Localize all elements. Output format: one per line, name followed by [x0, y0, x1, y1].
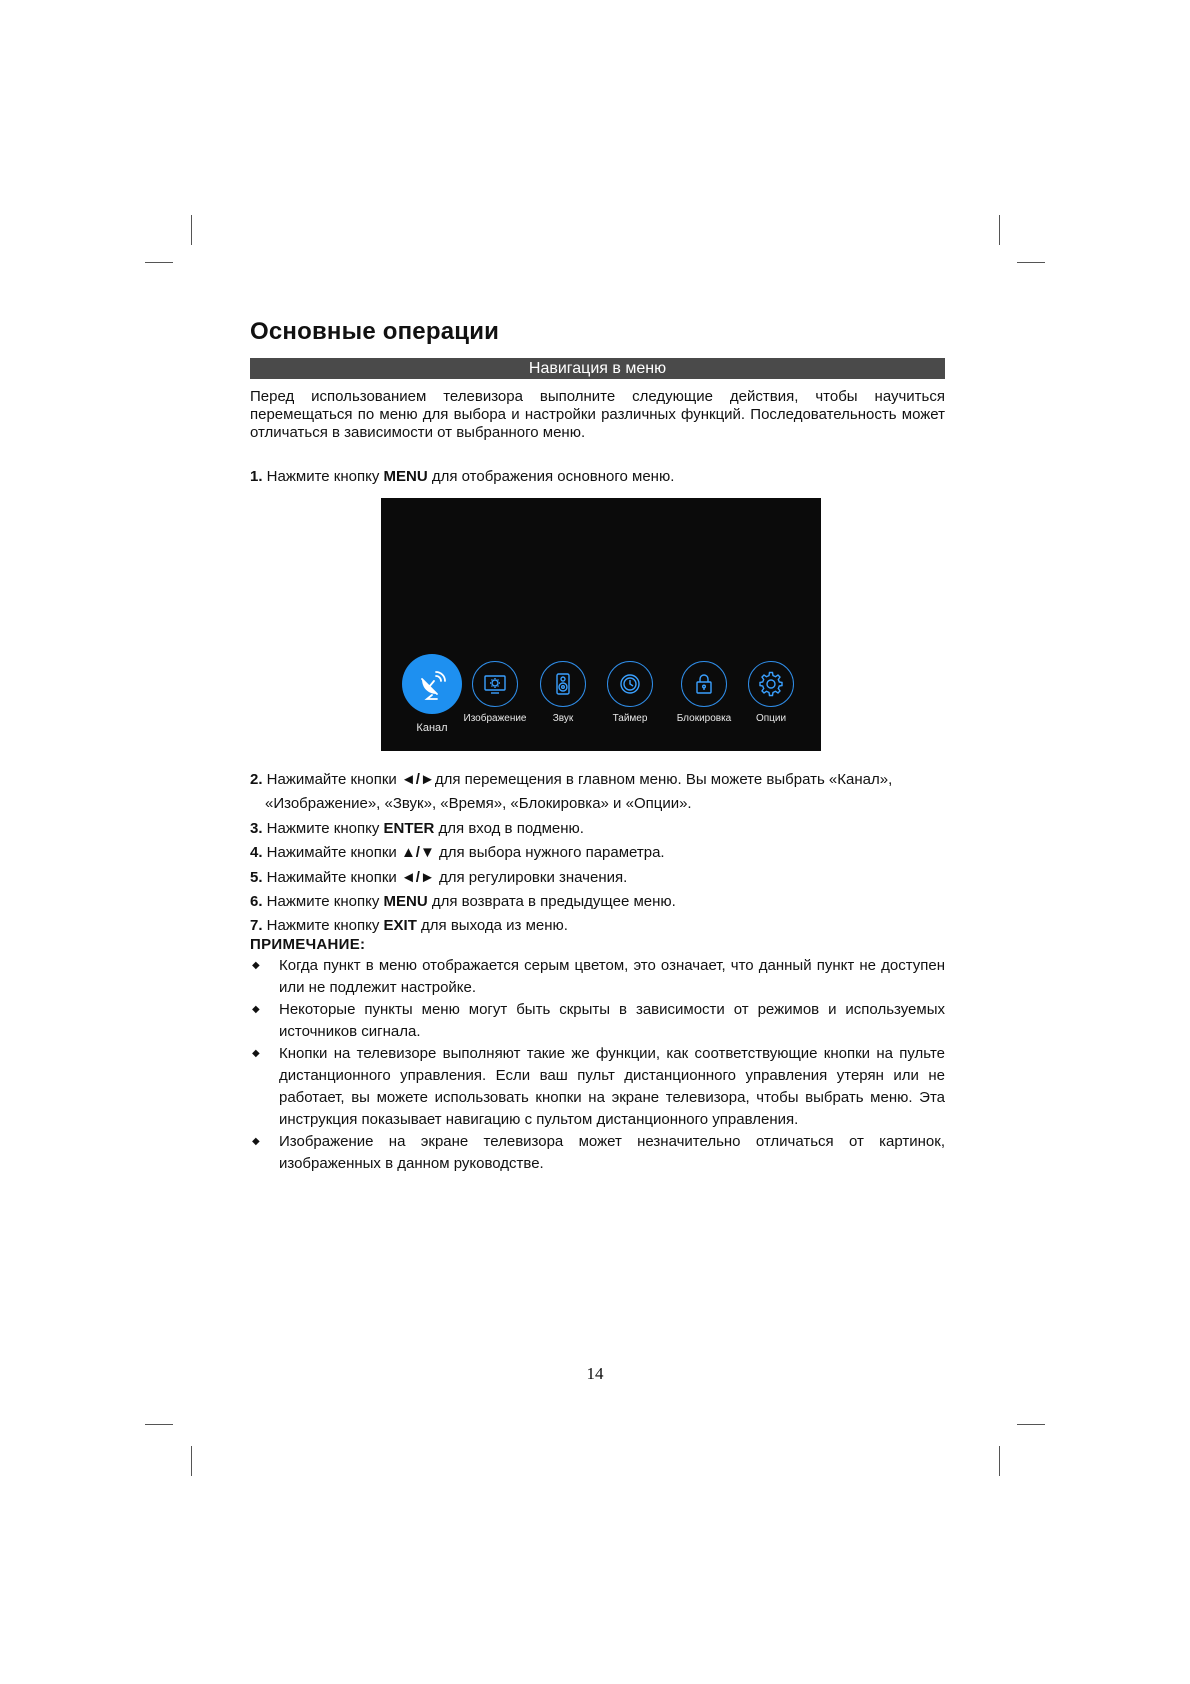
- step-text: для вход в подменю.: [434, 819, 584, 837]
- step-text: для возврата в предыдущее меню.: [427, 893, 676, 911]
- note-item: [250, 1131, 945, 1175]
- step-2-continued: «Изображение», «Звук», «Время», «Блокировка» и «Опции».: [265, 795, 692, 813]
- page-number: 14: [586, 1364, 604, 1383]
- gear-icon: [758, 671, 784, 697]
- step-number: 7.: [250, 917, 263, 935]
- arrow-keys: ◄/►: [400, 771, 435, 788]
- diamond-bullet-icon: ◆: [252, 960, 260, 971]
- crop-mark: [145, 262, 173, 263]
- menu-item-timer: [603, 661, 657, 724]
- step-4: [250, 841, 955, 865]
- diamond-bullet-icon: ◆: [252, 1136, 260, 1147]
- menu-label: Изображение: [463, 713, 527, 724]
- step-number: 4.: [250, 844, 263, 862]
- satellite-dish-icon: [415, 667, 449, 701]
- menu-item-sound: [540, 661, 586, 724]
- diamond-bullet-icon: ◆: [252, 1004, 260, 1015]
- picture-icon: [482, 671, 508, 697]
- crop-mark: [999, 215, 1000, 245]
- menu-label: Таймер: [612, 713, 648, 724]
- note-item: [250, 955, 945, 999]
- clock-icon: [617, 671, 643, 697]
- arrow-keys: ▲/▼: [400, 844, 435, 862]
- note-text: Когда пункт в меню отображается серым цветом, это означает, что данный пункт не доступен или не подлежит настройке.: [279, 957, 945, 996]
- tv-menu-screen: [381, 498, 821, 751]
- speaker-icon: [550, 671, 576, 697]
- menu-label: Канал: [416, 722, 448, 734]
- key-name: MENU: [383, 468, 428, 485]
- key-name: ENTER: [383, 819, 435, 837]
- menu-icon-circle: [540, 661, 586, 707]
- intro-paragraph: Перед использованием телевизора выполните следующие действия, чтобы научиться перемещаться по меню для выбора и настройки различных функций. Последовательность может отличаться в зависимости от выбранного меню.: [250, 388, 945, 441]
- note-title: ПРИМЕЧАНИЕ:: [250, 936, 366, 953]
- note-item: [250, 999, 945, 1043]
- crop-mark: [145, 1424, 173, 1425]
- note-item: [250, 1043, 945, 1131]
- menu-item-picture: [450, 661, 540, 724]
- crop-mark: [999, 1446, 1000, 1476]
- crop-mark: [191, 215, 192, 245]
- step-number: 6.: [250, 893, 263, 911]
- key-name: MENU: [383, 893, 428, 911]
- key-name: EXIT: [383, 917, 417, 935]
- step-text: Нажимайте кнопки: [262, 844, 401, 862]
- step-text: Нажимайте кнопки: [262, 771, 401, 788]
- menu-icon-circle: [681, 661, 727, 707]
- lock-icon: [691, 671, 717, 697]
- note-text: Некоторые пункты меню могут быть скрыты в зависимости от режимов и используемых источников сигнала.: [279, 1001, 945, 1040]
- step-text: Нажмите кнопку: [262, 893, 384, 911]
- arrow-keys: ◄/►: [400, 868, 435, 886]
- step-3: [250, 817, 955, 841]
- step-5: [250, 866, 955, 890]
- menu-label: Опции: [755, 713, 787, 724]
- menu-icon-circle: [472, 661, 518, 707]
- section-header: Навигация в меню: [250, 358, 945, 379]
- notes-list: [250, 955, 945, 1175]
- note-text: Кнопки на телевизоре выполняют такие же функции, как соответствующие кнопки на пульте дистанционного управления. Если ваш пульт дистанционного управления утерян или не работает, вы можете использовать кнопки на экране телевизора, чтобы выбрать меню. Эта инструкция показывает навигацию с пультом дистанционного управления.: [279, 1045, 945, 1128]
- step-text: Нажмите кнопку: [262, 819, 384, 837]
- menu-icon-circle: [748, 661, 794, 707]
- step-text: для выбора нужного параметра.: [434, 844, 665, 862]
- diamond-bullet-icon: ◆: [252, 1048, 260, 1059]
- step-2: [250, 768, 955, 792]
- crop-mark: [191, 1446, 192, 1476]
- step-text: для регулировки значения.: [434, 868, 628, 886]
- menu-item-lock: [674, 661, 734, 724]
- step-number: 5.: [250, 868, 263, 886]
- menu-label: Звук: [552, 713, 574, 724]
- page-title: Основные операции: [250, 318, 500, 345]
- menu-icon-circle: [607, 661, 653, 707]
- menu-item-options: [747, 661, 795, 724]
- step-1: [250, 468, 945, 486]
- step-text: Нажимайте кнопки: [262, 868, 401, 886]
- step-text: Нажмите кнопку: [262, 468, 384, 485]
- menu-label: Блокировка: [676, 713, 732, 724]
- note-text: Изображение на экране телевизора может незначительно отличаться от картинок, изображенных в данном руководстве.: [279, 1133, 945, 1172]
- crop-mark: [1017, 262, 1045, 263]
- step-text: для отображения основного меню.: [427, 468, 675, 485]
- step-6: [250, 890, 955, 914]
- steps-list: [250, 768, 955, 939]
- step-text: для выхода из меню.: [416, 917, 568, 935]
- step-text: для перемещения в главном меню. Вы можете выбрать «Канал»,: [434, 771, 893, 788]
- step-number: 2.: [250, 771, 263, 788]
- step-number: 1.: [250, 468, 263, 485]
- step-number: 3.: [250, 819, 263, 837]
- crop-mark: [1017, 1424, 1045, 1425]
- step-text: Нажмите кнопку: [262, 917, 384, 935]
